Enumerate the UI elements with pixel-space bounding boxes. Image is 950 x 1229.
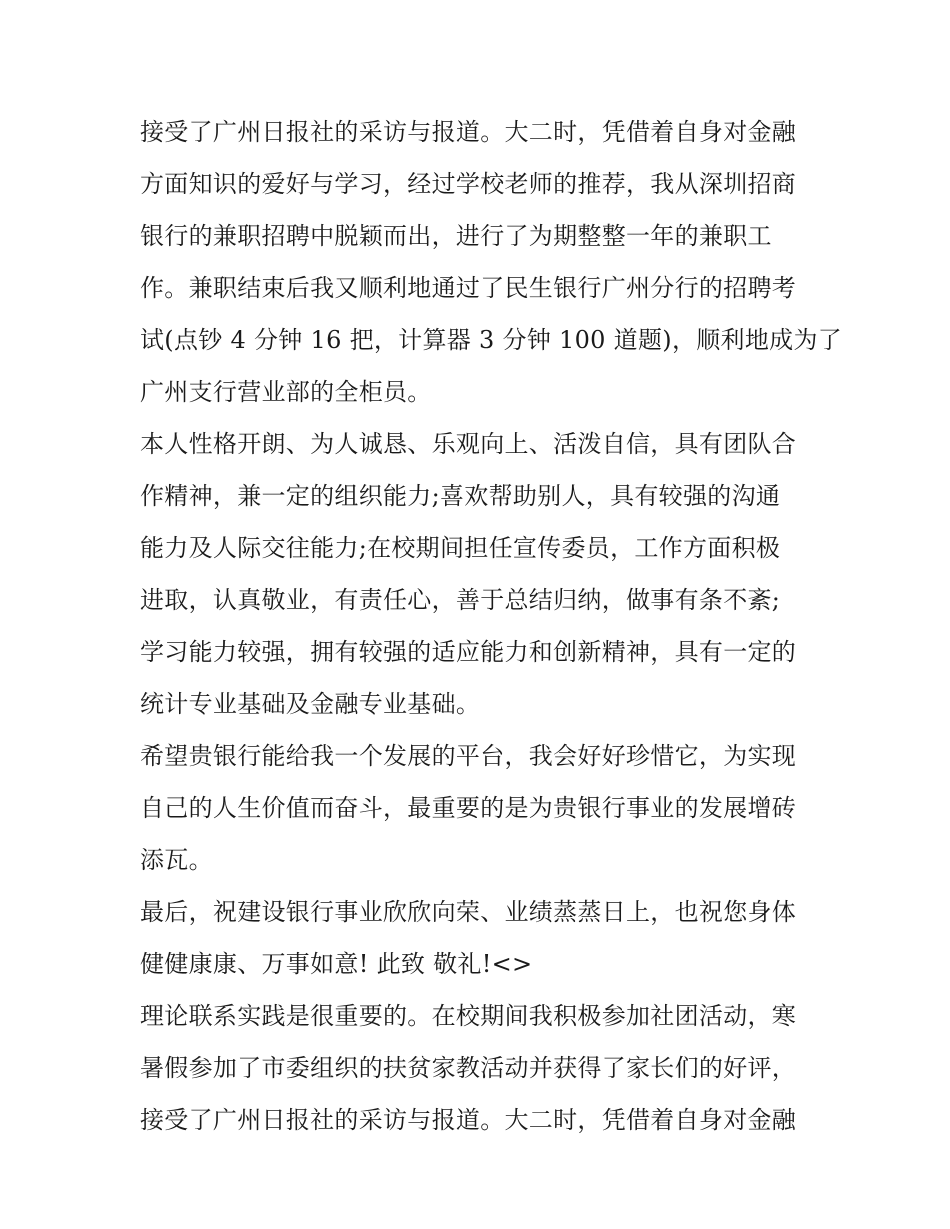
text-line: 暑假参加了市委组织的扶贫家教活动并获得了家长们的好评， — [140, 1054, 797, 1082]
document-body — [140, 106, 843, 1146]
text-line: 理论联系实践是很重要的。在校期间我积极参加社团活动，寒 — [140, 1002, 797, 1030]
text-line: 方面知识的爱好与学习，经过学校老师的推荐，我从深圳招商 — [140, 170, 797, 198]
text-line: 银行的兼职招聘中脱颖而出，进行了为期整整一年的兼职工 — [140, 222, 772, 250]
text-line: 自己的人生价值而奋斗，最重要的是为贵银行事业的发展增砖 — [140, 794, 797, 822]
text-line: 接受了广州日报社的采访与报道。大二时，凭借着自身对金融 — [140, 1106, 797, 1134]
text-line: 学习能力较强，拥有较强的适应能力和创新精神，具有一定的 — [140, 638, 797, 666]
text-line: 最后，祝建设银行事业欣欣向荣、业绩蒸蒸日上，也祝您身体 — [140, 898, 797, 926]
text-line: 作。兼职结束后我又顺利地通过了民生银行广州分行的招聘考 — [140, 274, 797, 302]
text-line: 健健康康、万事如意! 此致 敬礼!<> — [140, 950, 533, 978]
text-line: 希望贵银行能给我一个发展的平台，我会好好珍惜它，为实现 — [140, 742, 797, 770]
text-line: 进取，认真敬业，有责任心，善于总结归纳，做事有条不紊; — [140, 586, 781, 614]
text-line: 作精神，兼一定的组织能力;喜欢帮助别人，具有较强的沟通 — [140, 482, 781, 510]
text-line: 广州支行营业部的全柜员。 — [140, 378, 432, 406]
text-line: 试(点钞 4 分钟 16 把，计算器 3 分钟 100 道题)，顺利地成为了 — [140, 326, 843, 354]
text-line: 添瓦。 — [140, 846, 213, 874]
text-line: 接受了广州日报社的采访与报道。大二时，凭借着自身对金融 — [140, 118, 797, 146]
text-line: 能力及人际交往能力;在校期间担任宣传委员，工作方面积极 — [140, 534, 781, 562]
text-line: 统计专业基础及金融专业基础。 — [140, 690, 481, 718]
text-line: 本人性格开朗、为人诚恳、乐观向上、活泼自信，具有团队合 — [140, 430, 797, 458]
